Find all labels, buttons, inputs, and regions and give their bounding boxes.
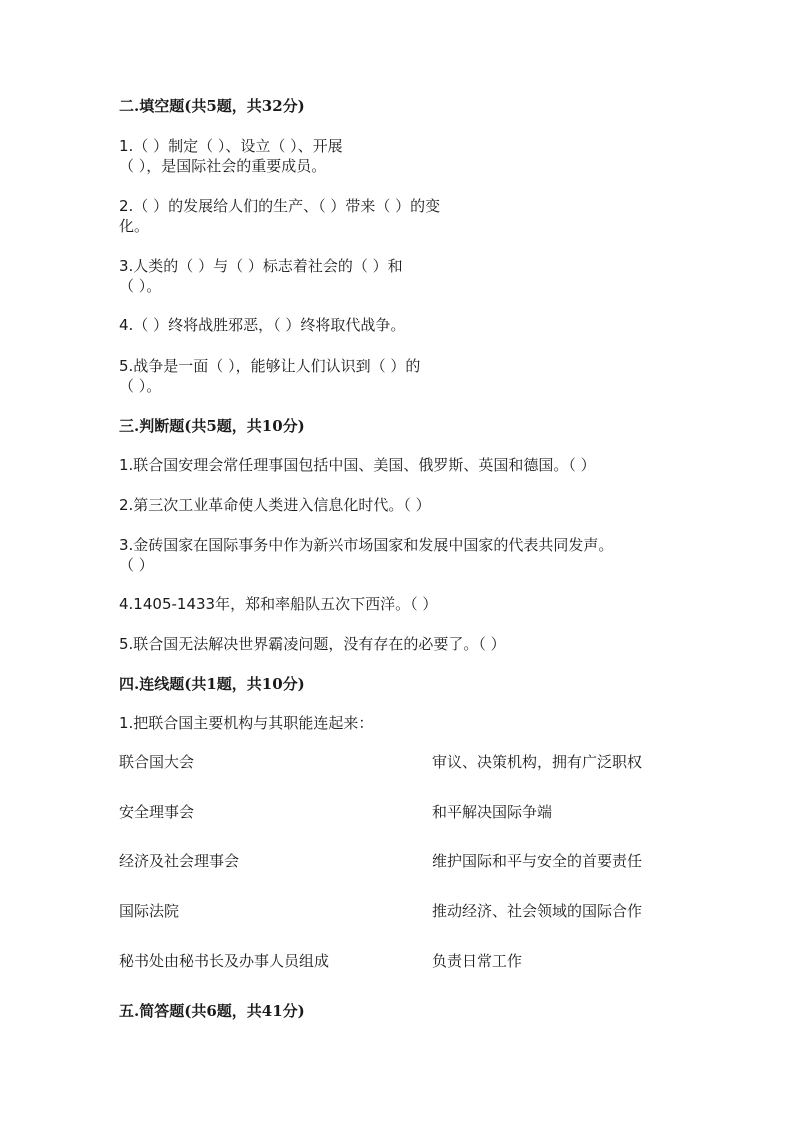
question-line: 化。 — [119, 217, 150, 235]
match-left-item: 国际法院 — [119, 902, 180, 920]
judge-section-title: 三.判断题(共5题，共10分) — [119, 417, 305, 435]
match-right-item: 维护国际和平与安全的首要责任 — [432, 852, 643, 870]
short-answer-section-title: 五.简答题(共6题，共41分) — [119, 1002, 305, 1020]
question-line: 1.（ ）制定（ ）、设立（ ）、开展 — [119, 137, 343, 155]
fill-question-5 — [119, 356, 679, 396]
match-left-item: 秘书处由秘书长及办事人员组成 — [119, 952, 330, 970]
judge-question-2 — [119, 495, 679, 515]
match-left-item: 经济及社会理事会 — [119, 852, 240, 870]
question-line: 4.（ ）终将战胜邪恶，（ ）终将取代战争。 — [119, 316, 406, 334]
question-line: （ ）。 — [119, 277, 162, 295]
match-right-item: 推动经济、社会领域的国际合作 — [432, 902, 643, 920]
fill-section-title: 二.填空题(共5题，共32分) — [119, 97, 305, 115]
question-line: 3.金砖国家在国际事务中作为新兴市场国家和发展中国家的代表共同发声。 — [119, 536, 614, 554]
question-line: （ ），是国际社会的重要成员。 — [119, 157, 327, 175]
question-line: 3.人类的（ ）与（ ）标志着社会的（ ）和 — [119, 257, 403, 275]
match-left-item: 安全理事会 — [119, 803, 195, 821]
match-prompt: 1.把联合国主要机构与其职能连起来： — [119, 714, 374, 732]
match-right-item: 审议、决策机构，拥有广泛职权 — [432, 753, 643, 771]
fill-question-2 — [119, 196, 679, 236]
question-line: 2.第三次工业革命使人类进入信息化时代。（ ） — [119, 496, 431, 514]
judge-question-3 — [119, 535, 679, 575]
judge-question-4 — [119, 594, 679, 614]
question-line: 4.1405-1433年，郑和率船队五次下西洋。（ ） — [119, 595, 438, 613]
judge-question-1 — [119, 455, 679, 475]
question-line: （ ）。 — [119, 377, 162, 395]
match-section-title: 四.连线题(共1题，共10分) — [119, 675, 305, 693]
match-left-item: 联合国大会 — [119, 753, 195, 771]
question-line: 5.联合国无法解决世界霸凌问题，没有存在的必要了。（ ） — [119, 635, 506, 653]
fill-question-3 — [119, 256, 679, 296]
question-line: （ ） — [119, 556, 154, 574]
fill-question-1 — [119, 136, 679, 176]
fill-question-4 — [119, 315, 679, 335]
question-line: 2.（ ）的发展给人们的生产、（ ）带来（ ）的变 — [119, 197, 441, 215]
match-right-item: 和平解决国际争端 — [432, 803, 553, 821]
match-right-item: 负责日常工作 — [432, 952, 523, 970]
question-line: 5.战争是一面（ ），能够让人们认识到（ ）的 — [119, 357, 421, 375]
judge-question-5 — [119, 634, 679, 654]
question-line: 1.联合国安理会常任理事国包括中国、美国、俄罗斯、英国和德国。（ ） — [119, 456, 596, 474]
